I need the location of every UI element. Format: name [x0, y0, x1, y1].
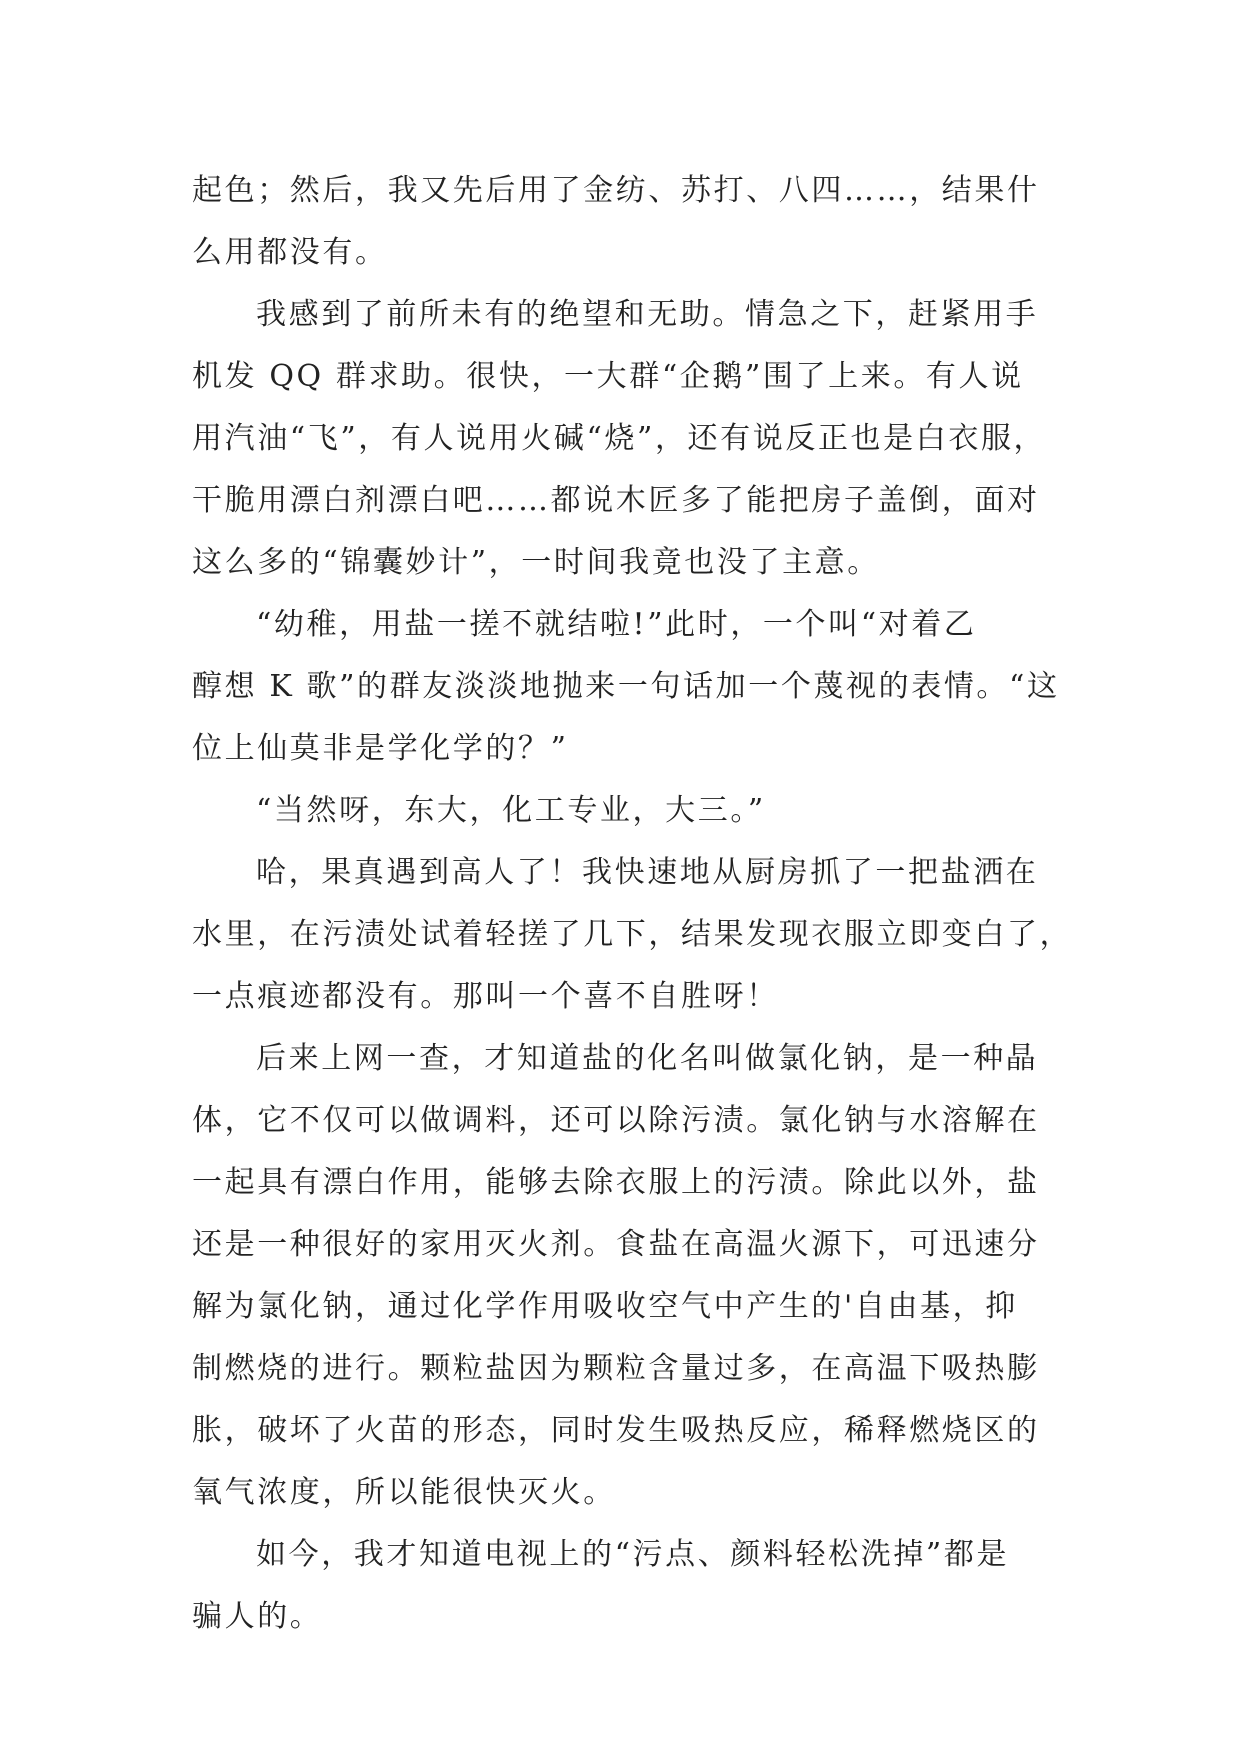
text-line: 这么多的“锦囊妙计”，一时间我竟也没了主意。 — [192, 545, 880, 580]
text-line: 醇想 K 歌”的群友淡淡地抛来一句话加一个蔑视的表情。“这 — [192, 669, 1060, 704]
paragraph — [192, 160, 1052, 284]
paragraph — [192, 780, 1052, 842]
article-body — [192, 160, 1073, 1648]
text-line: 解为氯化钠，通过化学作用吸收空气中产生的'自由基，抑 — [192, 1289, 1018, 1324]
paragraph — [192, 842, 1073, 1028]
text-line: 一点痕迹都没有。那叫一个喜不自胜呀！ — [192, 979, 779, 1014]
text-line: 还是一种很好的家用灭火剂。食盐在高温火源下，可迅速分 — [192, 1227, 1040, 1262]
text-line: 起色；然后，我又先后用了金纺、苏打、八四……，结果什 — [192, 173, 1040, 208]
text-line: 用汽油“飞”，有人说用火碱“烧”，还有说反正也是白衣服， — [192, 421, 1047, 456]
paragraph — [192, 284, 1052, 594]
text-line: 干脆用漂白剂漂白吧……都说木匠多了能把房子盖倒，面对 — [192, 483, 1040, 518]
text-line: 水里，在污渍处试着轻搓了几下，结果发现衣服立即变白了， — [192, 917, 1073, 952]
text-line: “当然呀，东大，化工专业，大三。” — [256, 793, 766, 828]
text-line: 么用都没有。 — [192, 235, 388, 270]
paragraph — [192, 1028, 1052, 1524]
text-line: 哈，果真遇到高人了！我快速地从厨房抓了一把盐洒在 — [256, 855, 1039, 890]
text-line: 体，它不仅可以做调料，还可以除污渍。氯化钠与水溶解在 — [192, 1103, 1040, 1138]
text-line: 骗人的。 — [192, 1599, 323, 1634]
text-line: 制燃烧的进行。颗粒盐因为颗粒含量过多，在高温下吸热膨 — [192, 1351, 1040, 1386]
text-line: 我感到了前所未有的绝望和无助。情急之下，赶紧用手 — [256, 297, 1039, 332]
text-line: “幼稚，用盐一搓不就结啦!”此时，一个叫“对着乙 — [256, 607, 977, 642]
text-line: 后来上网一查，才知道盐的化名叫做氯化钠，是一种晶 — [256, 1041, 1039, 1076]
text-line: 胀，破坏了火苗的形态，同时发生吸热反应，稀释燃烧区的 — [192, 1413, 1040, 1448]
text-line: 一起具有漂白作用，能够去除衣服上的污渍。除此以外，盐 — [192, 1165, 1040, 1200]
paragraph — [192, 1524, 1052, 1648]
paragraph — [192, 594, 1060, 780]
text-line: 位上仙莫非是学化学的？” — [192, 731, 569, 766]
text-line: 如今，我才知道电视上的“污点、颜料轻松洗掉”都是 — [256, 1537, 1010, 1572]
text-line: 氧气浓度，所以能很快灭火。 — [192, 1475, 616, 1510]
text-line: 机发 QQ 群求助。很快，一大群“企鹅”围了上来。有人说 — [192, 359, 1024, 394]
